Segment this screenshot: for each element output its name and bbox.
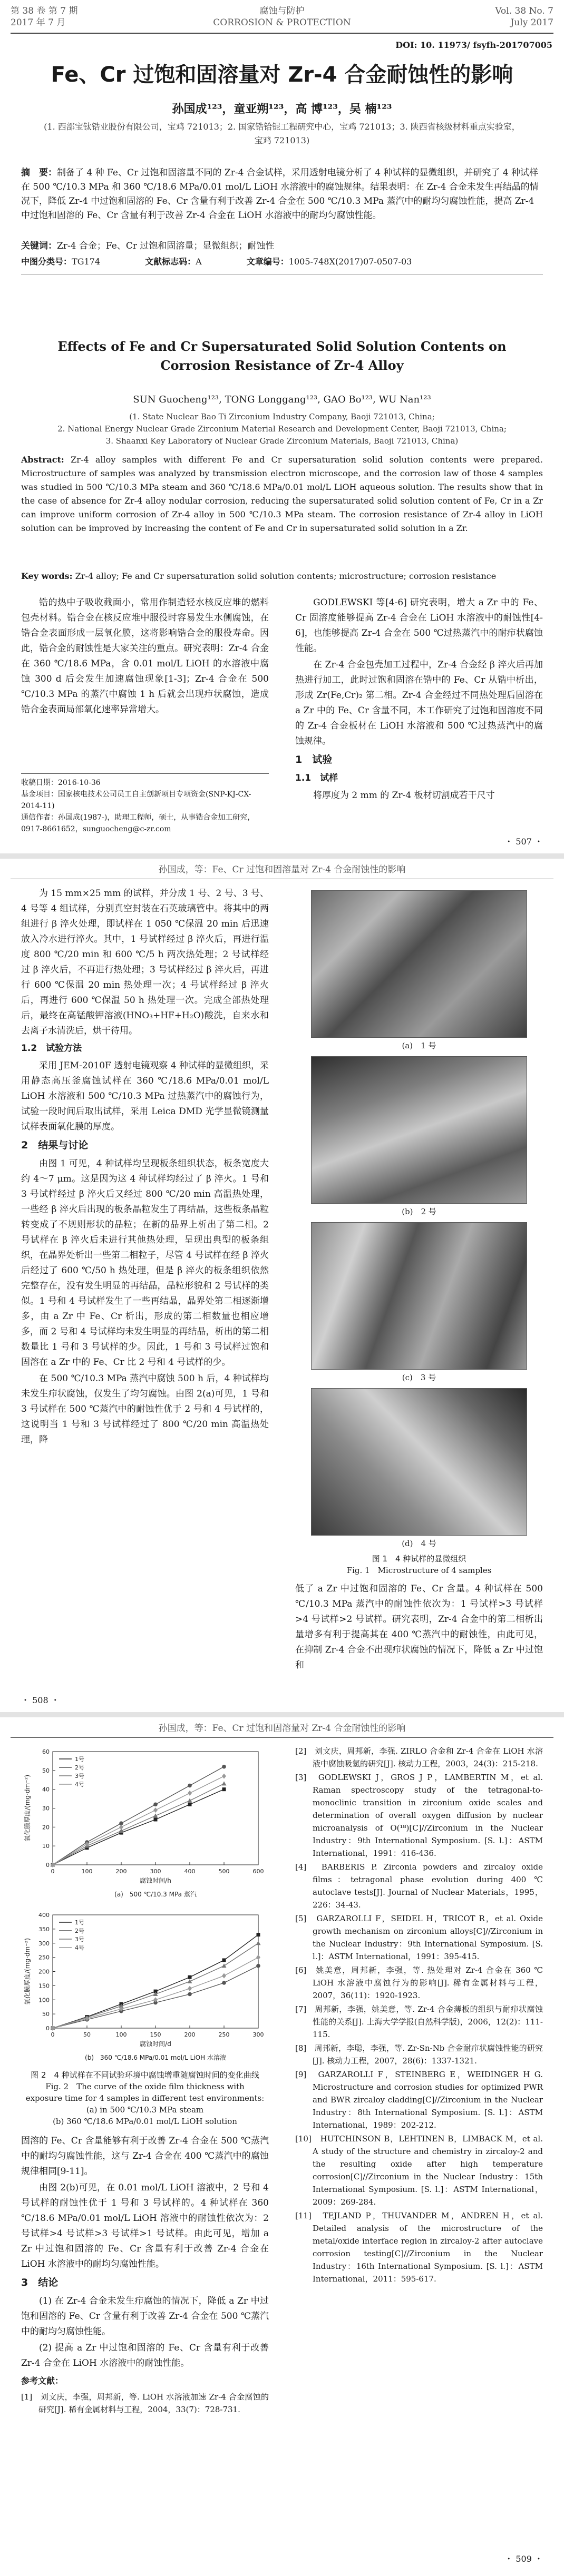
legend-label: 4号 bbox=[75, 1944, 84, 1951]
subsection-heading: 1.2 试验方法 bbox=[21, 1043, 82, 1054]
abstract-en: Abstract: Zr-4 alloy samples with different Fe and Cr supersaturation solid solution contents were prepared. Microstructure of samples was analyzed by transmission electron microscope, and the corrosion law of those 4 samples was studied in 500 ℃/10.3 MPa steam and 360 ℃/18.6 MPa/0.01 mol/L LiOH aqueous solution. The results show that in the case of absence for Zr-4 alloy nodular corrosion, reducing the supersaturated solid solution content of Fe, Cr in a Zr can improve uniform corrosion of Zr-4 alloy in 500 ℃/10.3 MPa steam. The corrosion resistance of Zr-4 alloy in LiOH solution can be improved by increasing the content of Fe and Cr in supersaturated solid solution in a Zr. bbox=[21, 455, 543, 533]
x-tick-label: 200 bbox=[115, 1868, 127, 1875]
journal-header bbox=[11, 5, 553, 37]
y-tick-label: 100 bbox=[38, 1997, 50, 2004]
y-tick-label: 50 bbox=[42, 1767, 50, 1774]
data-point bbox=[188, 1992, 192, 1997]
column-left bbox=[21, 595, 269, 719]
data-point bbox=[222, 1781, 227, 1785]
section-heading: 1 试验 bbox=[295, 754, 333, 765]
figure2-caption-en: Fig. 2 The curve of the oxide film thickness with exposure time for 4 samples in different test environments: (a) in 500 ℃/10.3 MPa steam (b) 360 ℃/18.6 MPa/0.01 mol/L LiOH solution bbox=[25, 2082, 265, 2126]
column-right bbox=[295, 1581, 543, 1674]
y-tick-label: 150 bbox=[38, 1982, 50, 1990]
discussion-paragraph-2: 由图 2(b)可见，在 0.01 mol/L LiOH 溶液中，2 号和 4 号试样的耐蚀性优于 1 号和 3 号试样的。4 种试样在 360 ℃/18.6 MPa/0.01 mol/L LiOH 溶液中的耐蚀性依次为：2 号试样>4 号试样>3 号试样>1 号试样。由此可见，增加 a Zr 中过饱和固溶的 Fe、Cr 含量有利于改善 Zr-4 合金在 LiOH 水溶液中的耐均匀腐蚀性能。 bbox=[21, 2182, 269, 2269]
header-rule bbox=[11, 1737, 553, 1738]
page-number: ・ 508 ・ bbox=[21, 1695, 60, 1705]
reference-item: [1] 刘文庆，李强，周邦新，等. LiOH 水溶液加速 Zr-4 合金腐蚀的研究[J]. 稀有金属材料与工程，2004，33(7)：728-731. bbox=[21, 2392, 269, 2414]
micrograph-label-a: (a) 1 号 bbox=[402, 1041, 436, 1050]
micrograph-label-c: (c) 3 号 bbox=[402, 1373, 436, 1382]
reference-list-left bbox=[21, 2391, 269, 2416]
x-tick-label: 250 bbox=[218, 2031, 230, 2038]
chart-subtitle: (a) 500 ℃/10.3 MPa 蒸汽 bbox=[114, 1891, 197, 1898]
micrograph-d bbox=[311, 1388, 527, 1536]
y-tick-label: 400 bbox=[38, 1912, 50, 1919]
results-paragraph: 由图 1 可见，4 种试样均呈现板条组织状态，板条宽度大约 4～7 μm。这是因为这 4 种试样均经过了 β 淬火。1 号和 3 号试样经过 β 淬火后又经过 800 ℃/20 min 高温热处理，一些经 β 淬火后出现的板条晶粒发生了再结晶，这些板条晶粒转变成了不规则形状的晶粒；在新的晶界上析出了第二相。2 号试样在 β 淬火后未进行其他热处理，呈现出典型的板条组织，在晶界处析出一些第二相粒子，尽管 4 号试样在经 β 淬火后经过了 600 ℃/50 h 热处理，但是 β 淬火的板条组织依然完整存在，没有发生明显的再结晶，晶粒形貌和 2 号试样的类似。1 号和 4 号试样发生了一些再结晶，晶界处第二相逐渐增多，由 a Zr 中 Fe、Cr 析出，形成的第二相数量也相应增多，而 2 号和 4 号试样均未发生明显的再结晶，析出的第二相数量比 1 号和 3 号试样的少。因此，1 号和 3 号试样过饱和固溶在 a Zr 中的 Fe、Cr 比 2 号和 4 号试样的少。 bbox=[21, 1158, 269, 1368]
classification-line: 中图分类号：TG174 文献标志码：A 文章编号：1005-748X(2017)07-0507-03 bbox=[21, 257, 412, 267]
data-point bbox=[188, 1803, 192, 1806]
chart-subtitle: (b) 360 ℃/18.6 MPa/0.01 mol/L LiOH 水溶液 bbox=[85, 2054, 226, 2061]
legend-label: 3号 bbox=[75, 1773, 84, 1779]
data-point bbox=[222, 1959, 226, 1962]
figure2-caption-cn: 图 2 4 种试样在不同试验环境中腐蚀增重随腐蚀时间的变化曲线 bbox=[31, 2070, 259, 2080]
legend-label: 2号 bbox=[75, 1928, 84, 1934]
reference-item: [5] GARZAROLLI F，SEIDEL H，TRICOT R，et al. Oxide growth mechanism on zirconium alloys[C]//Zirconium in the Nuclear Industry：9th International Symposium. [S. l.]：ASTM International，1991：395-415. bbox=[295, 1914, 543, 1961]
reference-list-right bbox=[295, 1745, 543, 2285]
method-paragraph: 为 15 mm×25 mm 的试样，并分成 1 号、2 号、3 号、4 号等 4 组试样，分别真空封装在石英玻璃管中。将其中的两组进行 β 淬火处理，即试样在 1 050 ℃保温 20 min 后迅速放入冷水进行淬火。其中，1 号试样经过 β 淬火后，再进行温度 800 ℃/20 min 和 600 ℃/5 h 两次热处理；2 号试样经过 β 淬火后，不再进行热处理；3 号试样经过 β 淬火后，再进行 600 ℃保温 20 min 热处理一次；4 号试样经过 β 淬火后，再进行 600 ℃保温 50 h 热处理一次。完成全部热处理后，最终在高锰酸钾溶液(HNO₃+HF+H₂O)酸洗，自来水和去离子水清洗后，烘干待用。 bbox=[21, 888, 269, 1036]
page-separator bbox=[0, 1712, 564, 1717]
running-head: 孙国成，等：Fe、Cr 过饱和固溶量对 Zr-4 合金耐蚀性的影响 bbox=[158, 864, 406, 875]
data-point bbox=[153, 1803, 158, 1807]
reference-item: [9] GARZAROLLI F，STEINBERG E，WEIDINGER H G. Microstructure and corrosion studies for optimized PWR and BWR zircaloy cladding[C]//Zirconium in the Nuclear Industry：8th International Symposium. [S. l.]：ASTM International，1989：202-212. bbox=[295, 2070, 543, 2130]
series-line-3 bbox=[53, 1943, 258, 2028]
y-tick-label: 20 bbox=[42, 1824, 50, 1831]
reference-item: [6] 姚美意，周邦新，李强，等. 热处理对 Zr-4 合金在 360 ℃ LiOH 水溶液中腐蚀行为的影响[J]. 稀有金属材料与工程，2007，36(11)：1920-1923. bbox=[295, 1965, 543, 2000]
reference-item: [4] BARBERIS P. Zirconia powders and zircaloy oxide films：tetragonal phase evolution during 400 ℃ autoclave tests[J]. Journal of Nuclear Materials，1995，226：34-43. bbox=[295, 1862, 543, 1910]
micrograph-a bbox=[311, 890, 527, 1038]
x-axis-label: 腐蚀时间/d bbox=[140, 2040, 171, 2048]
reference-item: [8] 周邦新，李聪，李强，等. Zr-Sn-Nb 合金耐疖状腐蚀性能的研究[J]. 核动力工程，2007，28(6)：1337-1321. bbox=[295, 2043, 543, 2066]
x-tick-label: 0 bbox=[51, 1868, 55, 1875]
conclusion-2: (2) 提高 a Zr 中过饱和固溶的 Fe、Cr 含量有利于改善 Zr-4 合金在 LiOH 水溶液中的耐蚀性能。 bbox=[21, 2343, 269, 2368]
conclusion-1: (1) 在 Zr-4 合金未发生疖腐蚀的情况下，降低 a Zr 中过饱和固溶的 Fe、Cr 含量有利于改善 Zr-4 合金在 500 ℃蒸汽中的耐均匀腐蚀性能。 bbox=[21, 2296, 269, 2337]
keywords-cn: 关键词：Zr-4 合金；Fe、Cr 过饱和固溶量；显微组织；耐蚀性 bbox=[21, 241, 275, 251]
data-point bbox=[188, 1784, 192, 1788]
y-axis-label: 氧化膜厚度/(mg·dm⁻²) bbox=[24, 1938, 31, 2005]
legend-label: 3号 bbox=[75, 1936, 84, 1943]
column-left bbox=[21, 886, 269, 1449]
discussion-paragraph: 固溶的 Fe、Cr 含量能够有利于改善 Zr-4 合金在 500 ℃蒸汽中的耐均匀腐蚀性能，这与 Zr-4 合金在 400 ℃蒸汽中的腐蚀规律相同[9-11]。 bbox=[21, 2136, 269, 2177]
doi[interactable]: DOI: 10. 11973/ fsyfh-201707005 bbox=[395, 40, 552, 50]
data-point bbox=[222, 1963, 227, 1968]
chart-b bbox=[21, 1907, 269, 2065]
data-point bbox=[119, 1824, 123, 1830]
volume-en: Vol. 38 No. 7 bbox=[495, 6, 553, 16]
x-tick-label: 600 bbox=[252, 1868, 264, 1875]
issue-date: 2017 年 7 月 bbox=[11, 17, 66, 28]
experiment-paragraph: 将厚度为 2 mm 的 Zr-4 板材切割成若干尺寸 bbox=[313, 790, 495, 801]
data-point bbox=[256, 1941, 261, 1945]
reference-item: [2] 刘文庆，周邦新，李强. ZIRLO 合金和 Zr-4 合金在 LiOH 水溶液中腐蚀吸氢的研究[J]. 核动力工程，2003，24(3)：215-218. bbox=[295, 1746, 543, 1768]
affiliation-cn: (1. 西部宝钛锆业股份有限公司，宝鸡 721013；2. 国家锆铪铌工程研究中心，宝鸡 721013；3. 陕西省核级材料重点实验室，宝鸡 721013) bbox=[44, 122, 520, 145]
data-point bbox=[256, 1955, 260, 1960]
series-line-4 bbox=[53, 1776, 224, 1865]
x-tick-label: 300 bbox=[252, 2031, 264, 2038]
micrograph-label-d: (d) 4 号 bbox=[402, 1539, 436, 1548]
micrograph-c bbox=[311, 1222, 527, 1370]
article-number: 1005-748X(2017)07-0507-03 bbox=[288, 257, 412, 267]
title-cn: Fe、Cr 过饱和固溶量对 Zr-4 合金耐蚀性的影响 bbox=[51, 63, 513, 87]
figure1-caption-en: Fig. 1 Microstructure of 4 samples bbox=[346, 1566, 492, 1575]
y-tick-label: 50 bbox=[42, 2011, 50, 2018]
page-509 bbox=[0, 1717, 564, 2571]
y-tick-label: 250 bbox=[38, 1954, 50, 1961]
figure1-caption-cn: 图 1 4 种试样的显微组织 bbox=[372, 1554, 466, 1564]
x-tick-label: 500 bbox=[218, 1868, 230, 1875]
data-point bbox=[188, 1979, 192, 1983]
page-508 bbox=[0, 859, 564, 1712]
x-tick-label: 200 bbox=[184, 2031, 196, 2038]
legend-label: 1号 bbox=[75, 1919, 84, 1926]
page-separator bbox=[0, 853, 564, 859]
data-point bbox=[188, 1975, 192, 1979]
intro-paragraph-2: GODLEWSKI 等[4-6] 研究表明，增大 a Zr 中的 Fe、Cr 固溶度能够提高 Zr-4 合金在 LiOH 水溶液中的耐蚀性[4-6]，也能够提高 Zr-4 合金在 500 ℃过热蒸汽中的耐疖状腐蚀性能。 bbox=[295, 597, 543, 654]
authors-cn: 孙国成¹²³，童亚朔¹²³，高 博¹²³，吴 楠¹²³ bbox=[172, 102, 392, 116]
page-507 bbox=[0, 0, 564, 853]
x-tick-label: 150 bbox=[150, 2031, 161, 2038]
data-point bbox=[188, 1791, 192, 1796]
data-point bbox=[222, 1981, 226, 1985]
y-tick-label: 10 bbox=[42, 1843, 50, 1850]
y-tick-label: 350 bbox=[38, 1925, 50, 1933]
journal-name-en: CORROSION & PROTECTION bbox=[213, 17, 351, 28]
y-axis-label: 氧化膜厚度/(mg·dm⁻²) bbox=[24, 1775, 31, 1842]
intro-paragraph: 锆的热中子吸收截面小，常用作制造轻水核反应堆的燃料包壳材料。锆合金在核反应堆中服役时容易发生水侧腐蚀，在锆合金表面形成一层氧化膜，这将影响锆合金的服役寿命。因此，锆合金的耐蚀性是大家关注的重点。研究表明：Zr-4 合金在 360 ℃/18.6 MPa，含 0.01 mol/L LiOH 的水溶液中腐蚀 300 d 后会发生加速腐蚀现象[1-3]；Zr-4 合金在 500 ℃/10.3 MPa 的蒸汽中腐蚀 1 h 后就会出现疖状腐蚀，造成锆合金表面局部氧化速率异常增大。 bbox=[21, 597, 269, 715]
reference-item: [10] HUTCHINSON B，LEHTINEN B，LIMBACK M，et al. A study of the structure and chemistry in zircaloy-2 and the resulting oxide after high temperature corrosion[C]//Zirconium in the Nuclear Industry：15th International Symposium. [S. l.]：ASTM International，2009：269-284. bbox=[295, 2134, 543, 2207]
y-tick-label: 0 bbox=[46, 1862, 50, 1869]
title-en: Effects of Fe and Cr Supersaturated Solid Solution Contents on Corrosion Resistance of Zr-4 Alloy bbox=[57, 339, 507, 373]
doc-mark: A bbox=[196, 257, 202, 267]
data-point bbox=[222, 1765, 226, 1769]
y-tick-label: 40 bbox=[42, 1786, 50, 1793]
y-tick-label: 300 bbox=[38, 1940, 50, 1947]
authors-en: SUN Guocheng¹²³, TONG Longgang¹²³, GAO Bo¹²³, WU Nan¹²³ bbox=[133, 394, 431, 405]
reference-item: [7] 周邦新，李强，姚美意，等. Zr-4 合金薄板的组织与耐疖状腐蚀性能的关系[J]. 上海大学学报(自然科学版)，2006，12(2)：111-115. bbox=[295, 2004, 543, 2039]
reference-item: [3] GODLEWSKI J，GROS J P，LAMBERTIN M，et al. Raman spectroscopy study of the tetragonal-to-monoclinic transition in zirconium oxide scales and determination of overall oxygen diffusion by nuclear microanalysis of O(¹⁸)[C]//Zirconium in the Nuclear Industry：9th International Symposium. [S. l.]：ASTM International，1991：416-436. bbox=[295, 1773, 543, 1858]
results-paragraph-3: 低了 a Zr 中过饱和固溶的 Fe、Cr 含量。4 种试样在 500 ℃/10.3 MPa 蒸汽中的耐蚀性依次为：1 号试样>3 号试样>4 号试样>2 号试样。研究表明，Zr-4 合金中的第二相析出量增多有利于提高其在 400 ℃蒸汽中的耐蚀性，由此可见，在抑制 Zr-4 合金不出现疖状腐蚀的情况下，降低 a Zr 中过饱和 bbox=[295, 1584, 543, 1670]
series-line-3 bbox=[53, 1784, 224, 1865]
legend-label: 2号 bbox=[75, 1764, 84, 1771]
clc-code: TG174 bbox=[72, 257, 101, 267]
abstract-cn-label: 摘 要： bbox=[21, 168, 57, 178]
data-point bbox=[257, 1933, 260, 1936]
running-head: 孙国成，等：Fe、Cr 过饱和固溶量对 Zr-4 合金耐蚀性的影响 bbox=[158, 1723, 406, 1734]
intro-paragraph-3: 在 Zr-4 合金包壳加工过程中，Zr-4 合金经 β 淬火后再加热进行加工，此时过饱和固溶在锆中的 Fe、Cr 从锆中析出，形成 Zr(Fe,Cr)₂ 第二相。Zr-4 合金经过不同热处理后固溶在 a Zr 中的 Fe、Cr 含量不同，本工作研究了过饱和固溶度不同的 Zr-4 合金板材在 LiOH 水溶液和 500 ℃过热蒸汽中的腐蚀规律。 bbox=[295, 660, 543, 746]
date-en: July 2017 bbox=[510, 17, 553, 28]
abstract-cn-text: 制备了 4 种 Fe、Cr 过饱和固溶量不同的 Zr-4 合金试样，采用透射电镜分析了 4 种试样的显微组织，并研究了 4 种试样在 500 ℃/10.3 MPa 和 360 ℃/18.6 MPa/0.01 mol/L LiOH 水溶液中的腐蚀规律。结果表明：在 Zr-4 合金未发生再结晶的情况下，降低 Zr-4 中过饱和固溶的 Fe、Cr 含量有利于改善 Zr-4 合金在 500 ℃/10.3 MPa 蒸汽中的耐均匀腐蚀性能，提高 Zr-4 中过饱和固溶的 Fe、Cr 含量有利于改善 Zr-4 合金在 LiOH 水溶液中的耐均匀腐蚀性能。 bbox=[21, 168, 539, 221]
column-left bbox=[21, 2133, 269, 2417]
keywords-en: Key words: Zr-4 alloy; Fe and Cr supersaturation solid solution contents; microstructure; corrosion resistance bbox=[21, 571, 497, 581]
x-tick-label: 50 bbox=[83, 2031, 91, 2038]
x-tick-label: 0 bbox=[51, 2031, 55, 2038]
section-heading: 3 结论 bbox=[21, 2277, 59, 2288]
data-point bbox=[222, 1774, 226, 1779]
x-tick-label: 300 bbox=[150, 1868, 161, 1875]
page-number: ・ 507 ・ bbox=[504, 837, 543, 847]
micrograph-b bbox=[311, 1056, 527, 1204]
reference-item: [11] TEJLAND P，THUVANDER M，ANDREN H，et al. Detailed analysis of the microstructure of the metal/oxide interface region in zircaloy-2 after autoclave corrosion testing[C]//Zirconium in the Nuclear Industry：16th International Symposium. [S. l.]：ASTM International，2011：595-617. bbox=[295, 2211, 543, 2284]
y-tick-label: 60 bbox=[42, 1748, 50, 1755]
section-heading: 2 结果与讨论 bbox=[21, 1139, 89, 1151]
data-point bbox=[188, 1986, 192, 1991]
page-number: ・ 509 ・ bbox=[504, 2554, 543, 2564]
x-axis-label: 腐蚀时间/h bbox=[140, 1877, 171, 1884]
journal-name-cn: 腐蚀与防护 bbox=[259, 6, 305, 16]
y-tick-label: 200 bbox=[38, 1968, 50, 1975]
micrograph-label-b: (b) 2 号 bbox=[402, 1207, 436, 1216]
data-point bbox=[153, 1813, 158, 1817]
y-tick-label: 30 bbox=[42, 1805, 50, 1812]
volume-issue: 第 38 卷 第 7 期 bbox=[11, 6, 78, 16]
data-point bbox=[153, 1807, 158, 1813]
data-point bbox=[256, 1964, 260, 1968]
column-right bbox=[295, 595, 543, 804]
references-heading: 参考文献： bbox=[21, 2376, 64, 2386]
data-point bbox=[188, 1798, 192, 1803]
subsection-heading: 1.1 试样 bbox=[295, 773, 338, 783]
x-tick-label: 100 bbox=[115, 2031, 127, 2038]
x-tick-label: 400 bbox=[184, 1868, 196, 1875]
footnote: 收稿日期：2016-10-36 基金项目：国家核电技术公司员工自主创新项目专项资金(SNP-KJ-CX-2014-11) 通信作者：孙国成(1987-)，助理工程师，硕士，从事锆合金加工研究，0917-8661652，sunguocheng@c-zr.com bbox=[21, 773, 269, 835]
data-point bbox=[222, 1973, 226, 1979]
legend-label: 1号 bbox=[75, 1756, 84, 1763]
method-paragraph-2: 采用 JEM-2010F 透射电镜观察 4 种试样的显微组织，采用静态高压釜腐蚀试样在 360 ℃/18.6 MPa/0.01 mol/L LiOH 水溶液和 500 ℃/10.3 MPa 过热蒸汽中的腐蚀行为，试验一段时间后取出试样，采用 Leica DMD 光学显微镜测量试样表面氧化膜的厚度。 bbox=[21, 1060, 269, 1132]
data-point bbox=[222, 1787, 226, 1791]
chart-a bbox=[21, 1744, 269, 1902]
results-paragraph-2: 在 500 ℃/10.3 MPa 蒸汽中腐蚀 500 h 后，4 种试样均未发生疖状腐蚀，仅发生了均匀腐蚀。由图 2(a)可见，1 号和 3 号试样在 500 ℃蒸汽中的耐蚀性优于 2 号和 4 号试样的，这说明当 1 号和 3 号试样经过了 800 ℃/20 min 高温热处理，降 bbox=[21, 1373, 269, 1445]
y-tick-label: 0 bbox=[46, 2025, 50, 2032]
data-point bbox=[154, 1818, 158, 1822]
legend-label: 4号 bbox=[75, 1781, 84, 1788]
affiliation-en: (1. State Nuclear Bao Ti Zirconium Industry Company, Baoji 721013, China; 2. National Energy Nuclear Grade Zirconium Material Research and Development Center, Baoji 721013, China; 3. Shaanxi Key Laboratory of Nuclear Grade Zirconium Materials, Baoji 721013, China) bbox=[57, 412, 507, 446]
column-right bbox=[295, 1745, 543, 2286]
series-line-1 bbox=[53, 1790, 224, 1865]
header-rule bbox=[11, 33, 553, 34]
x-tick-label: 100 bbox=[81, 1868, 93, 1875]
abstract-cn bbox=[21, 166, 543, 223]
